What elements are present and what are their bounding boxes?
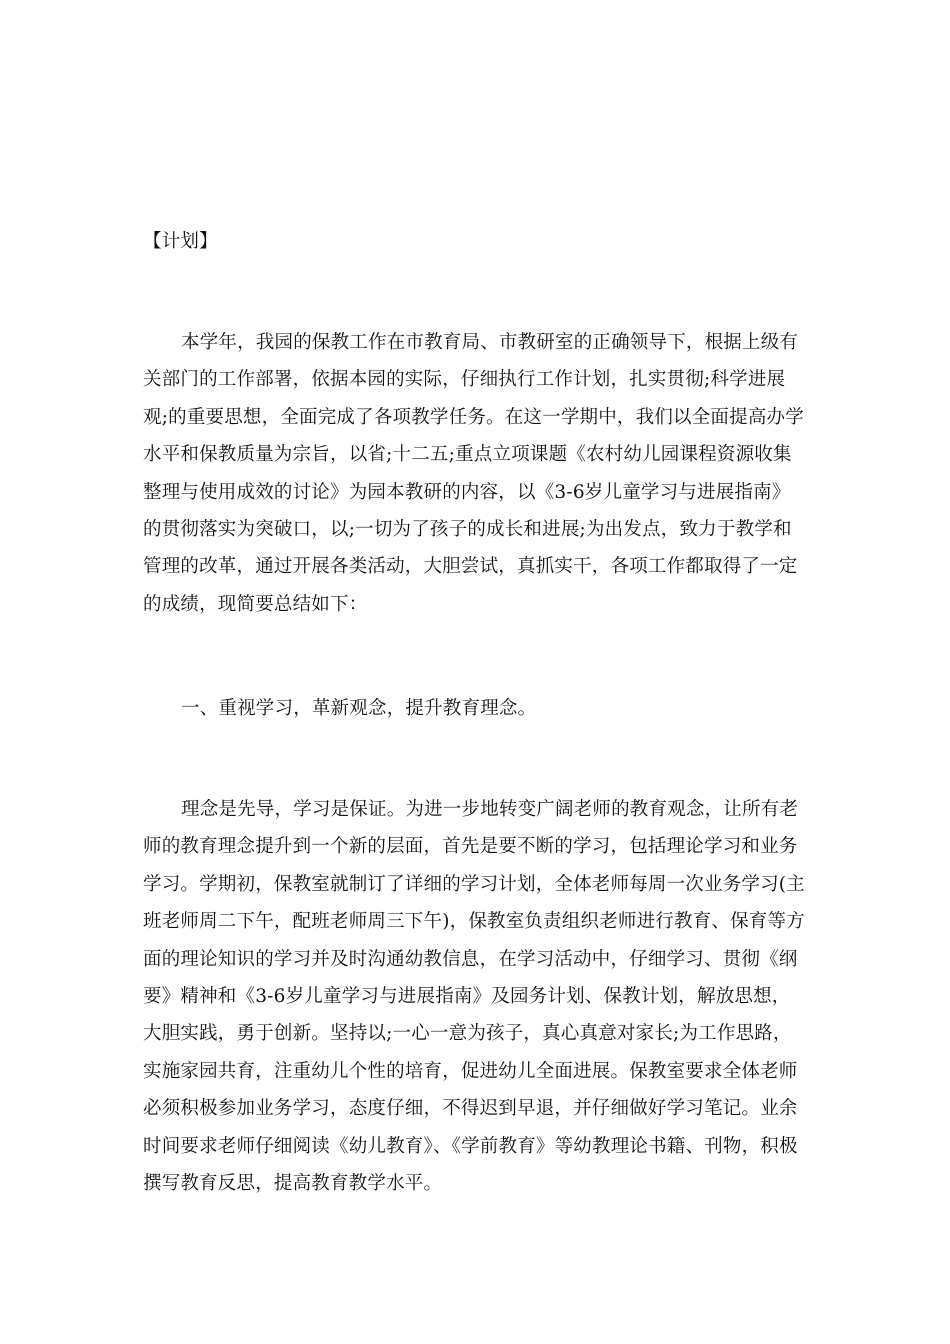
document-tag: 【计划】 (143, 231, 218, 252)
section-one-title: 一、重视学习，革新观念，提升教育理念。 (181, 698, 537, 719)
intro-paragraph: 本学年，我园的保教工作在市教育局、市教研室的正确领导下，根据上级有关部门的工作部署，依据本园的实际，仔细执行工作计划，扎实贯彻;科学进展观;的重要思想，全面完成了各项教学任务。在这一学期中，我们以全面提高办学水平和保教质量为宗旨，以省;十二五;重点立项课题《农村幼儿园课程资源收集整理与使用成效的讨论》为园本教研的内容，以《3-6岁儿童学习与进展指南》的贯彻落实为突破口，以;一切为了孩子的成长和进展;为出发点，致力于教学和管理的改革，通过开展各类活动，大胆尝试，真抓实干，各项工作都取得了一定的成绩，现简要总结如下： (143, 332, 804, 615)
section-one-paragraph: 理念是先导，学习是保证。为进一步地转变广阔老师的教育观念，让所有老师的教育理念提升到一个新的层面，首先是要不断的学习，包括理论学习和业务学习。学期初，保教室就制订了详细的学习计划，全体老师每周一次业务学习(主班老师周二下午，配班老师周三下午)，保教室负责组织老师进行教育、保育等方面的理论知识的学习并及时沟通幼教信息，在学习活动中，仔细学习、贯彻《纲要》精神和《3-6岁儿童学习与进展指南》及园务计划、保教计划，解放思想，大胆实践，勇于创新。坚持以;一心一意为孩子，真心真意对家长;为工作思路，实施家园共育，注重幼儿个性的培育，促进幼儿全面进展。保教室要求全体老师必须积极参加业务学习，态度仔细，不得迟到早退，并仔细做好学习笔记。业余时间要求老师仔细阅读《幼儿教育》、《学前教育》等幼教理论书籍、刊物，积极撰写教育反思，提高教育教学水平。 (143, 799, 805, 1195)
